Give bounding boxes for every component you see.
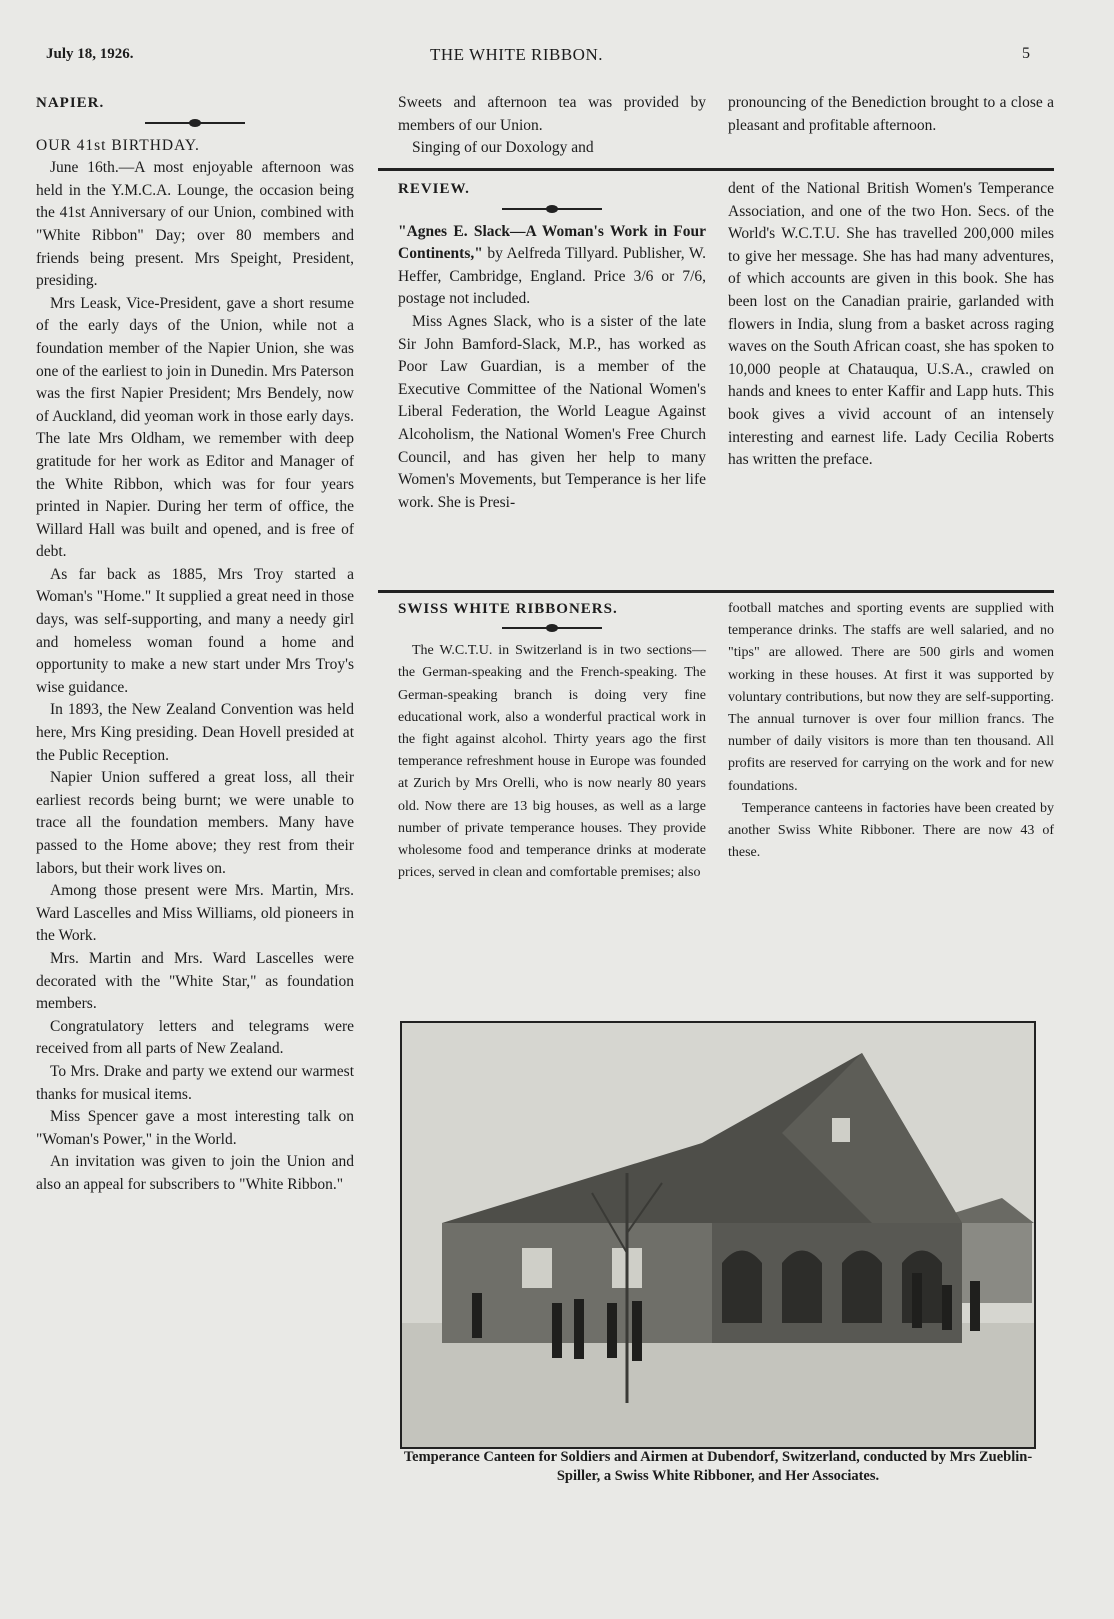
swiss-paragraph: Temperance canteens in factories have been created by another Swiss White Ribboner. There are now 43 of these. bbox=[728, 800, 1054, 861]
review-book-title: "Agnes E. Slack—A Woman's Work in Four Continents," bbox=[398, 222, 706, 263]
napier-continued-paragraph: Singing of our Doxology and bbox=[412, 139, 594, 157]
napier-paragraph: Among those present were Mrs. Martin, Mrs. Ward Lascelles and Miss Williams, old pioneers in the Work. bbox=[36, 882, 354, 945]
napier-continued-right bbox=[728, 92, 1054, 137]
napier-paragraph: In 1893, the New Zealand Convention was held here, Mrs King presiding. Dean Hovell presided at the Public Reception. bbox=[36, 701, 354, 764]
page-number: 5 bbox=[1022, 45, 1030, 62]
napier-article bbox=[36, 92, 354, 1197]
photo-caption: Temperance Canteen for Soldiers and Airmen at Dubendorf, Switzerland, conducted by Mrs Zueblin-Spiller, a Swiss White Ribboner, and Her Associates. bbox=[403, 1449, 1033, 1484]
napier-paragraph: June 16th.—A most enjoyable afternoon was held in the Y.M.C.A. Lounge, the occasion being the 41st Anniversary of our Union, combined with "White Ribbon" Day; over 80 members and friends being present. Mrs Speight, President, presiding. bbox=[36, 159, 354, 290]
canteen-photograph bbox=[400, 1021, 1036, 1449]
napier-continued-paragraph: Sweets and afternoon tea was provided by members of our Union. bbox=[398, 94, 706, 134]
section-rule bbox=[378, 168, 1054, 171]
ornament-divider bbox=[502, 205, 602, 213]
napier-paragraph: An invitation was given to join the Union and also an appeal for subscribers to "White Ribbon." bbox=[36, 1153, 354, 1193]
review-book-details: by Aelfreda Tillyard. Publisher, W. Heffer, Cambridge, England. Price 3/6 or 7/6, postage not included. bbox=[398, 245, 706, 308]
swiss-paragraph: football matches and sporting events are supplied with temperance drinks. The staffs are well salaried, and no "tips" are allowed. There are 500 girls and women working in these houses. At first it was supported by voluntary contributions, but now they are self-supporting. The annual turnover is over four million francs. The number of daily visitors is more than ten thousand. All profits are reserved for carrying on the work and for new foundations. bbox=[728, 601, 1054, 794]
swiss-paragraph: The W.C.T.U. in Switzerland is in two sections—the German-speaking and the French-speaking. The German-speaking branch is doing very fine educational work, also a wonderful practical work in the fight against alcohol. Thirty years ago the first temperance refreshment house in Europe was founded at Zurich by Mrs Orelli, who is now nearly 80 years old. Now there are 13 big houses, as well as a large number of private temperance houses. They provide wholesome food and temperance drinks at moderate prices, served in clean and comfortable premises; also bbox=[398, 643, 706, 881]
issue-date: July 18, 1926. bbox=[46, 46, 134, 62]
publication-title: THE WHITE RIBBON. bbox=[430, 45, 603, 64]
swiss-article bbox=[398, 598, 706, 884]
canteen-building-illustration bbox=[402, 1023, 1034, 1447]
review-article-continued bbox=[728, 178, 1054, 472]
review-paragraph: Miss Agnes Slack, who is a sister of the late Sir John Bamford-Slack, M.P., has worked as Poor Law Guardian, is a member of the Executive Committee of the National Women's Liberal Federation, the World League Against Alcoholism, the National Women's Free Church Council, and has given her help to many Women's Movements, but Temperance is her life work. She is Presi- bbox=[398, 312, 706, 511]
napier-paragraph: Napier Union suffered a great loss, all their earliest records being burnt; we were unable to trace all the foundation members. Many have passed to the Home above; they rest from their labors, but their work lives on. bbox=[36, 769, 354, 877]
ornament-divider bbox=[145, 119, 245, 127]
napier-paragraph: To Mrs. Drake and party we extend our warmest thanks for musical items. bbox=[36, 1062, 354, 1103]
ornament-divider bbox=[502, 624, 602, 632]
napier-continued-paragraph: pronouncing of the Benediction brought to a close a pleasant and profitable afternoon. bbox=[728, 94, 1054, 134]
napier-paragraph: As far back as 1885, Mrs Troy started a Woman's "Home." It supplied a great need in those days, was self-supporting, and many a needy girl and homeless woman found a home and opportunity to make a new start under Mrs Troy's wise guidance. bbox=[36, 565, 354, 696]
swiss-article-continued bbox=[728, 598, 1054, 864]
napier-continued bbox=[398, 92, 706, 160]
section-rule bbox=[378, 590, 1054, 593]
review-article bbox=[398, 178, 706, 514]
napier-subtitle: OUR 41st BIRTHDAY. bbox=[36, 136, 200, 154]
review-book-citation bbox=[398, 221, 706, 311]
napier-paragraph: Congratulatory letters and telegrams were received from all parts of New Zealand. bbox=[36, 1017, 354, 1058]
napier-paragraph: Mrs Leask, Vice-President, gave a short resume of the early days of the Union, while not a foundation member of the Napier Union, she was one of the earliest to join in Dunedin. Mrs Paterson was the first Napier President; Mrs Bendely, now of Auckland, did yeoman work in those early days. The late Mrs Oldham, we remember with deep gratitude for her work as Editor and Manager of the White Ribbon, which was for four years printed in Napier. During her term of office, the Willard Hall was built and opened, and is free of debt. bbox=[36, 294, 354, 561]
review-title: REVIEW. bbox=[398, 181, 470, 197]
review-paragraph: dent of the National British Women's Temperance Association, and one of the two Hon. Secs. of the World's W.C.T.U. She has travelled 200,000 miles to give her message. She has had many adventures, of which accounts are given in this book. She has been lost on the Canadian prairie, garlanded with flowers in India, slung from a basket across raging waves on the South African coast, she has spoken to 10,000 people at Chatauqua, U.S.A., crawled on hands and knees to enter Kaffir and Lapp huts. This book gives a vivid account of an intensely interesting and earnest life. Lady Cecilia Roberts has written the preface. bbox=[728, 180, 1054, 469]
napier-title: NAPIER. bbox=[36, 95, 105, 111]
napier-paragraph: Mrs. Martin and Mrs. Ward Lascelles were decorated with the "White Star," as foundation members. bbox=[36, 949, 354, 1013]
napier-paragraph: Miss Spencer gave a most interesting talk on "Woman's Power," in the World. bbox=[36, 1108, 354, 1148]
swiss-title: SWISS WHITE RIBBONERS. bbox=[398, 601, 618, 617]
